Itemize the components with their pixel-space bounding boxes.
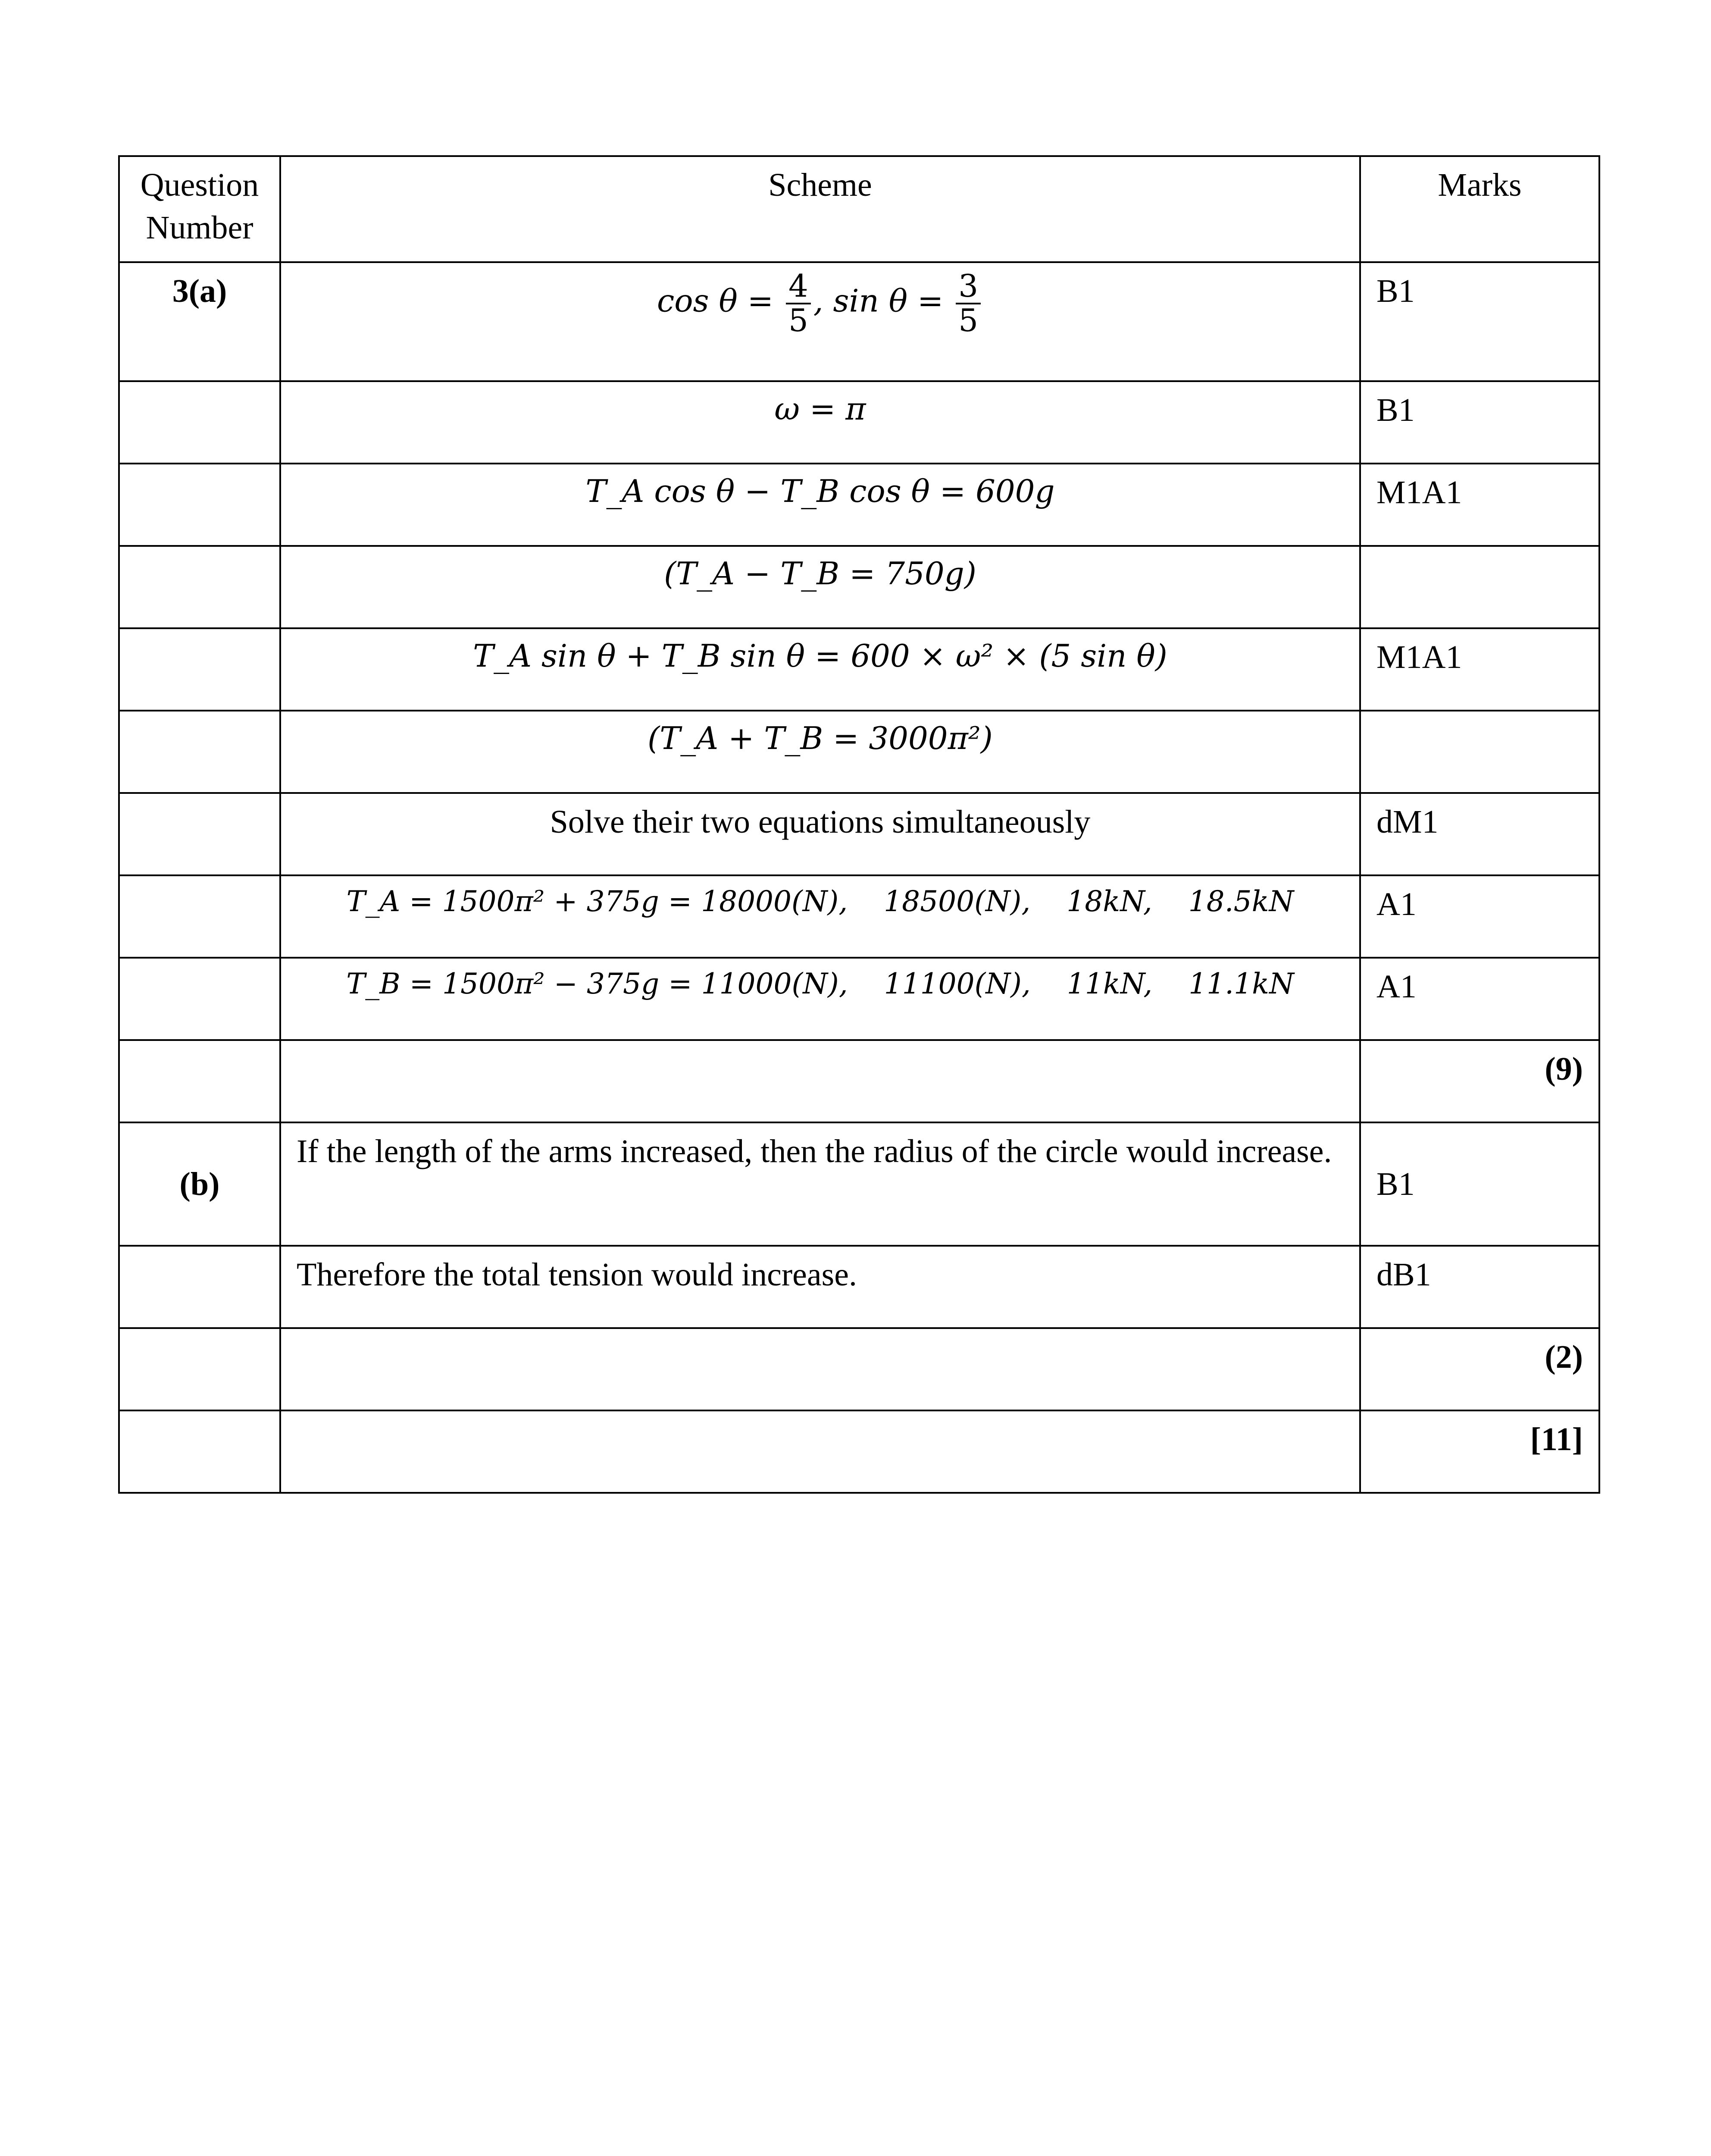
table-row	[119, 1328, 1599, 1410]
mark-cell: B1	[1360, 381, 1599, 464]
subtotal-mark: (9)	[1360, 1040, 1599, 1122]
question-number	[119, 875, 280, 958]
scheme-cell	[280, 1040, 1360, 1122]
question-number	[119, 1410, 280, 1493]
table-row	[119, 1040, 1599, 1122]
mark-cell	[1360, 711, 1599, 793]
subtotal-mark: (2)	[1360, 1328, 1599, 1410]
table-row	[119, 1122, 1599, 1246]
question-number	[119, 1328, 280, 1410]
scheme-cell	[280, 262, 1360, 381]
fraction-four-fifths	[786, 270, 811, 337]
table-row	[119, 546, 1599, 628]
scheme-cell: T_A cos θ − T_B cos θ = 600g	[280, 464, 1360, 546]
mark-cell	[1360, 546, 1599, 628]
question-number	[119, 793, 280, 875]
fraction-numerator: 3	[956, 270, 981, 304]
scheme-cell	[280, 1328, 1360, 1410]
scheme-header: Scheme	[280, 156, 1360, 262]
scheme-cell: ω = π	[280, 381, 1360, 464]
scheme-cell: T_A = 1500π² + 375g = 18000(N), 18500(N), 18kN, 18.5kN	[280, 875, 1360, 958]
scheme-cell: T_A sin θ + T_B sin θ = 600 × ω² × (5 sin θ)	[280, 628, 1360, 711]
fraction-numerator: 4	[786, 270, 811, 304]
scheme-cell: (T_A − T_B = 750g)	[280, 546, 1360, 628]
table-row	[119, 711, 1599, 793]
mark-cell: A1	[1360, 958, 1599, 1040]
marks-header: Marks	[1360, 156, 1599, 262]
mark-cell: dM1	[1360, 793, 1599, 875]
question-number: (b)	[119, 1122, 280, 1246]
question-number	[119, 464, 280, 546]
question-number-header: Question Number	[119, 156, 280, 262]
scheme-cell	[280, 1410, 1360, 1493]
table-row	[119, 958, 1599, 1040]
table-row	[119, 628, 1599, 711]
mark-cell: dB1	[1360, 1246, 1599, 1328]
total-mark: [11]	[1360, 1410, 1599, 1493]
fraction-three-fifths	[956, 270, 981, 337]
fraction-denominator: 5	[788, 302, 808, 338]
scheme-cell: (T_A + T_B = 3000π²)	[280, 711, 1360, 793]
mark-cell: B1	[1360, 262, 1599, 381]
table-row	[119, 1410, 1599, 1493]
table-row	[119, 793, 1599, 875]
fraction-denominator: 5	[958, 302, 979, 338]
question-number	[119, 711, 280, 793]
table-row	[119, 875, 1599, 958]
cos-theta-label: cos θ =	[657, 282, 774, 319]
table-row	[119, 262, 1599, 381]
sin-theta-label: , sin θ =	[813, 282, 944, 319]
mark-scheme-table	[118, 155, 1600, 1494]
question-number	[119, 628, 280, 711]
table-row	[119, 381, 1599, 464]
question-number	[119, 546, 280, 628]
question-number	[119, 958, 280, 1040]
mark-cell: B1	[1360, 1122, 1599, 1246]
question-number	[119, 1040, 280, 1122]
table-row	[119, 464, 1599, 546]
mark-cell: M1A1	[1360, 628, 1599, 711]
question-number	[119, 1246, 280, 1328]
mark-cell: M1A1	[1360, 464, 1599, 546]
mark-cell: A1	[1360, 875, 1599, 958]
scheme-cell: T_B = 1500π² − 375g = 11000(N), 11100(N), 11kN, 11.1kN	[280, 958, 1360, 1040]
question-number: 3(a)	[119, 262, 280, 381]
table-row	[119, 1246, 1599, 1328]
question-number	[119, 381, 280, 464]
scheme-cell: If the length of the arms increased, then the radius of the circle would increase.	[280, 1122, 1360, 1246]
scheme-cell: Therefore the total tension would increase.	[280, 1246, 1360, 1328]
table-header-row	[119, 156, 1599, 262]
scheme-cell: Solve their two equations simultaneously	[280, 793, 1360, 875]
